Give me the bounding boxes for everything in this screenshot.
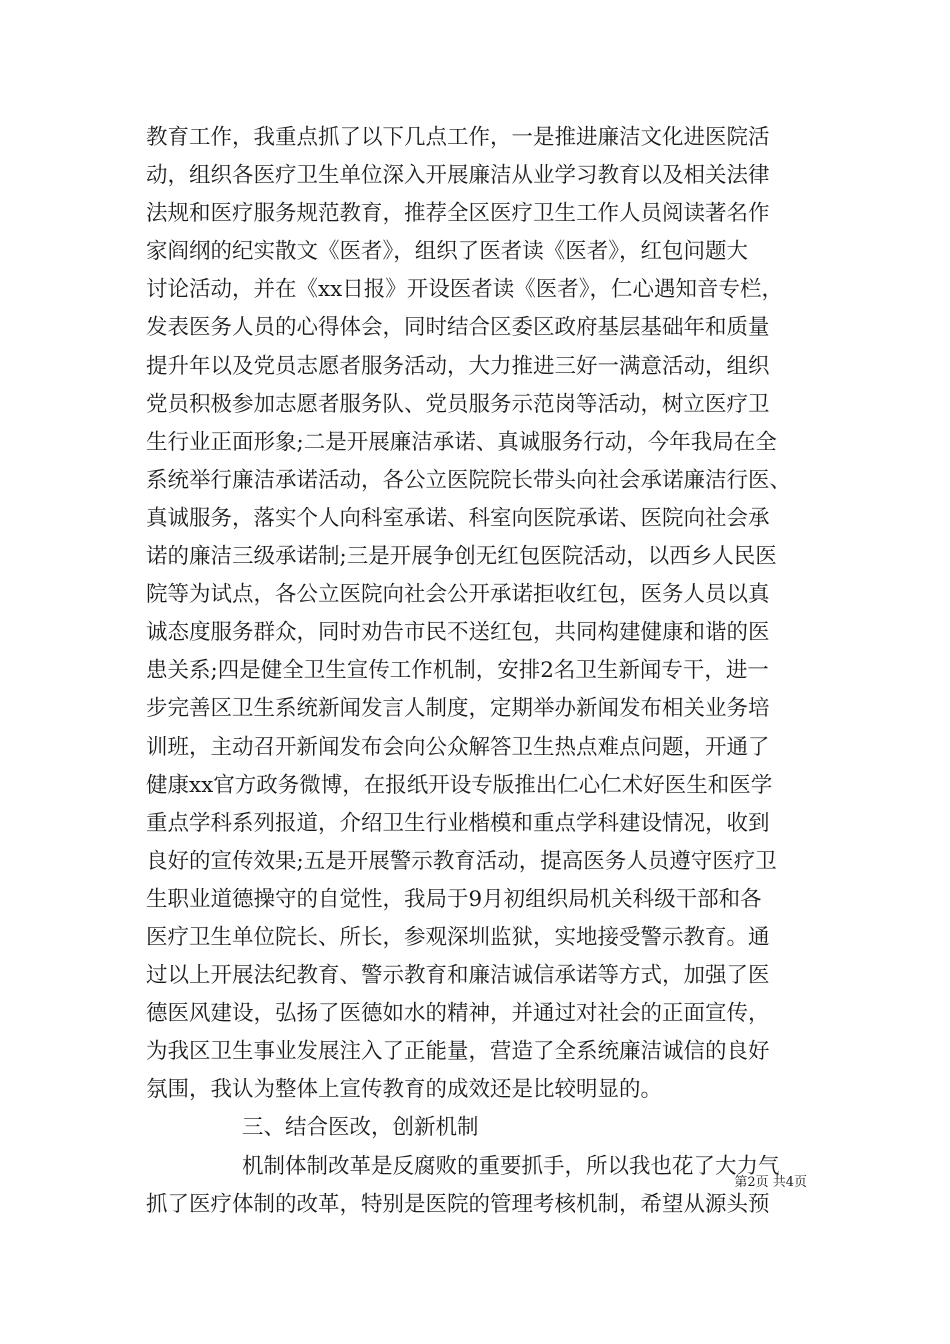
text-line: 生行业正面形象;二是开展廉洁承诺、真诚服务行动，今年我局在全	[146, 429, 777, 455]
text-line: 抓了医疗体制的改革，特别是医院的管理考核机制，希望从源头预	[146, 1191, 770, 1217]
text-line: 系统举行廉洁承诺活动，各公立医院院长带头向社会承诺廉洁行医、	[146, 467, 792, 493]
text-line: 患关系;四是健全卫生宣传工作机制，安排2名卫生新闻专干，进一	[146, 658, 769, 684]
text-line: 院等为试点，各公立医院向社会公开承诺拒收红包，医务人员以真	[146, 582, 770, 608]
text-line: 医疗卫生单位院长、所长，参观深圳监狱，实地接受警示教育。通	[146, 924, 770, 950]
page-number: 第2页 共4页	[734, 1175, 807, 1190]
text-line: 提升年以及党员志愿者服务活动，大力推进三好一满意活动，组织	[146, 353, 770, 379]
text-line: 党员积极参加志愿者服务队、党员服务示范岗等活动，树立医疗卫	[146, 391, 770, 417]
section-heading: 三、结合医改，创新机制	[242, 1115, 479, 1141]
text-line: 家阎纲的纪实散文《医者》，组织了医者读《医者》，红包问题大	[146, 239, 749, 265]
text-line: 机制体制改革是反腐败的重要抓手，所以我也花了大力气	[242, 1153, 780, 1179]
text-line: 为我区卫生事业发展注入了正能量，营造了全系统廉洁诚信的良好	[146, 1039, 770, 1065]
text-line: 德医风建设，弘扬了医德如水的精神，并通过对社会的正面宣传，	[146, 1001, 770, 1027]
text-line: 生职业道德操守的自觉性，我局于9月初组织局机关科级干部和各	[146, 886, 762, 912]
text-line: 良好的宣传效果;五是开展警示教育活动，提高医务人员遵守医疗卫	[146, 848, 777, 874]
body-text	[146, 119, 810, 1224]
text-line: 诺的廉洁三级承诺制;三是开展争创无红包医院活动，以西乡人民医	[146, 544, 777, 570]
text-line: 真诚服务，落实个人向科室承诺、科室向医院承诺、医院向社会承	[146, 505, 770, 531]
text-line: 发表医务人员的心得体会，同时结合区委区政府基层基础年和质量	[146, 315, 770, 341]
text-line: 重点学科系列报道，介绍卫生行业楷模和重点学科建设情况，收到	[146, 810, 770, 836]
text-line: 氛围，我认为整体上宣传教育的成效还是比较明显的。	[146, 1077, 663, 1103]
text-line: 动，组织各医疗卫生单位深入开展廉洁从业学习教育以及相关法律	[146, 163, 770, 189]
text-line: 教育工作，我重点抓了以下几点工作，一是推进廉洁文化进医院活	[146, 125, 770, 150]
text-line: 诚态度服务群众，同时劝告市民不送红包，共同构建健康和谐的医	[146, 620, 770, 646]
text-line: 健康xx官方政务微博，在报纸开设专版推出仁心仁术好医生和医学	[146, 772, 773, 798]
text-line: 步完善区卫生系统新闻发言人制度，定期举办新闻发布相关业务培	[146, 696, 770, 722]
text-line: 训班，主动召开新闻发布会向公众解答卫生热点难点问题，开通了	[146, 734, 770, 760]
text-line: 讨论活动，并在《xx日报》开设医者读《医者》，仁心遇知音专栏，	[146, 277, 784, 303]
text-line: 法规和医疗服务规范教育，推荐全区医疗卫生工作人员阅读著名作	[146, 201, 770, 227]
text-line: 过以上开展法纪教育、警示教育和廉洁诚信承诺等方式，加强了医	[146, 963, 770, 989]
